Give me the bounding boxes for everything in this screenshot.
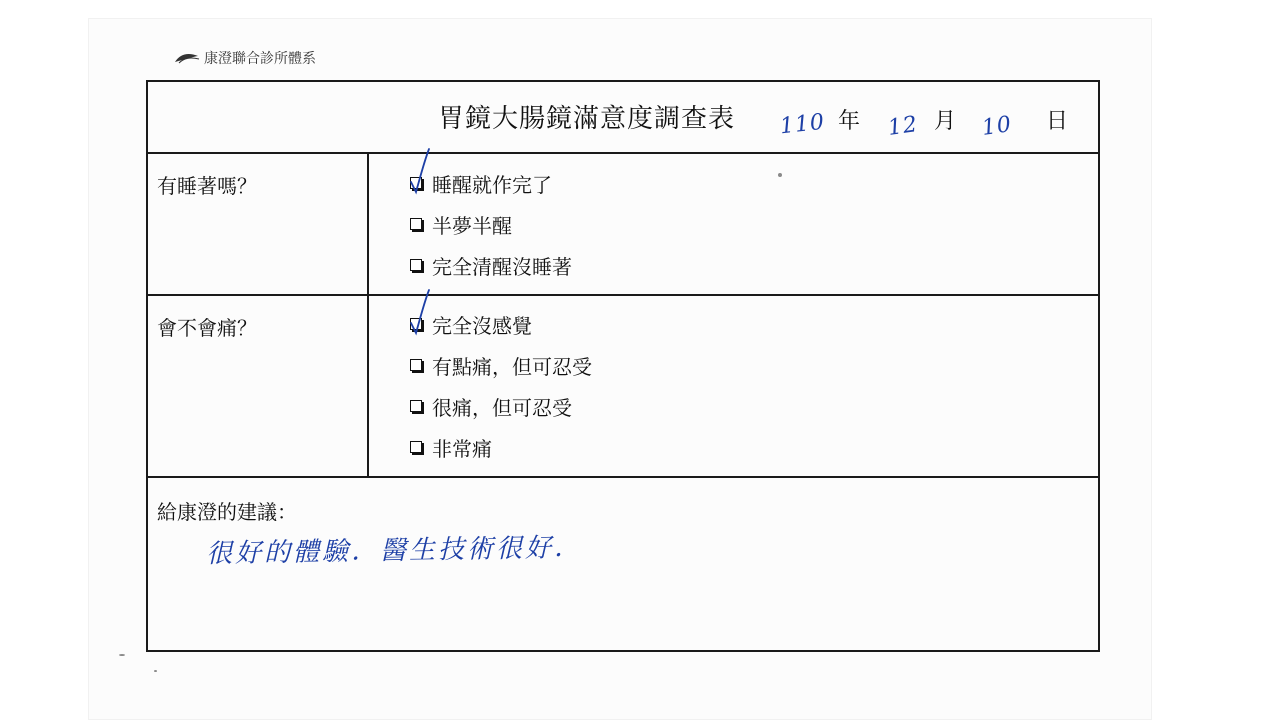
pain-option-label: 完全沒感覺	[432, 313, 532, 338]
date-year-label: 年	[838, 109, 861, 134]
pain-option-label: 非常痛	[432, 436, 492, 461]
divider-after-title	[148, 152, 1098, 154]
divider-after-sleep	[148, 294, 1098, 296]
suggestion-handwriting[interactable]: 很好的體驗．醫生技術很好．	[205, 532, 584, 570]
date-month-value: 12	[886, 112, 920, 141]
date-month-label: 月	[934, 109, 957, 134]
sleep-option-2[interactable]	[410, 210, 512, 238]
pain-option-2[interactable]	[410, 351, 592, 379]
survey-form	[146, 80, 1100, 652]
form-title: 胃鏡大腸鏡滿意度調查表	[438, 104, 736, 134]
checkbox[interactable]	[410, 318, 422, 330]
checkbox[interactable]	[410, 400, 422, 412]
date-day-label: 日	[1046, 109, 1069, 134]
check-mark-icon	[409, 289, 437, 335]
checkbox[interactable]	[410, 218, 422, 230]
sleep-option-3[interactable]	[410, 251, 572, 279]
date-year-value: 110	[778, 109, 827, 140]
clinic-name: 康澄聯合診所體系	[204, 51, 316, 67]
pain-option-4[interactable]	[410, 433, 492, 461]
sleep-option-label: 睡醒就作完了	[432, 172, 552, 197]
checkbox[interactable]	[410, 441, 422, 453]
clinic-brand	[174, 48, 316, 68]
checkbox[interactable]	[410, 359, 422, 371]
sleep-option-label: 半夢半醒	[432, 213, 512, 238]
leaf-logo-icon	[174, 52, 200, 64]
sleep-option-label: 完全清醒沒睡著	[432, 254, 572, 279]
scan-speck	[154, 670, 157, 672]
divider-after-pain	[148, 476, 1098, 478]
checkbox[interactable]	[410, 177, 422, 189]
check-mark-icon	[409, 148, 437, 194]
sleep-option-1[interactable]	[410, 169, 552, 197]
suggestion-label: 給康澄的建議：	[157, 500, 297, 524]
pain-question-label: 會不會痛？	[157, 316, 257, 340]
column-divider	[367, 152, 369, 476]
scan-speck	[119, 654, 125, 656]
date-day-value: 10	[980, 112, 1014, 141]
pain-option-1[interactable]	[410, 310, 532, 338]
pain-option-label: 很痛，但可忍受	[432, 395, 572, 420]
pain-option-label: 有點痛，但可忍受	[432, 354, 592, 379]
sleep-question-label: 有睡著嗎？	[157, 174, 257, 198]
checkbox[interactable]	[410, 259, 422, 271]
pain-option-3[interactable]	[410, 392, 572, 420]
